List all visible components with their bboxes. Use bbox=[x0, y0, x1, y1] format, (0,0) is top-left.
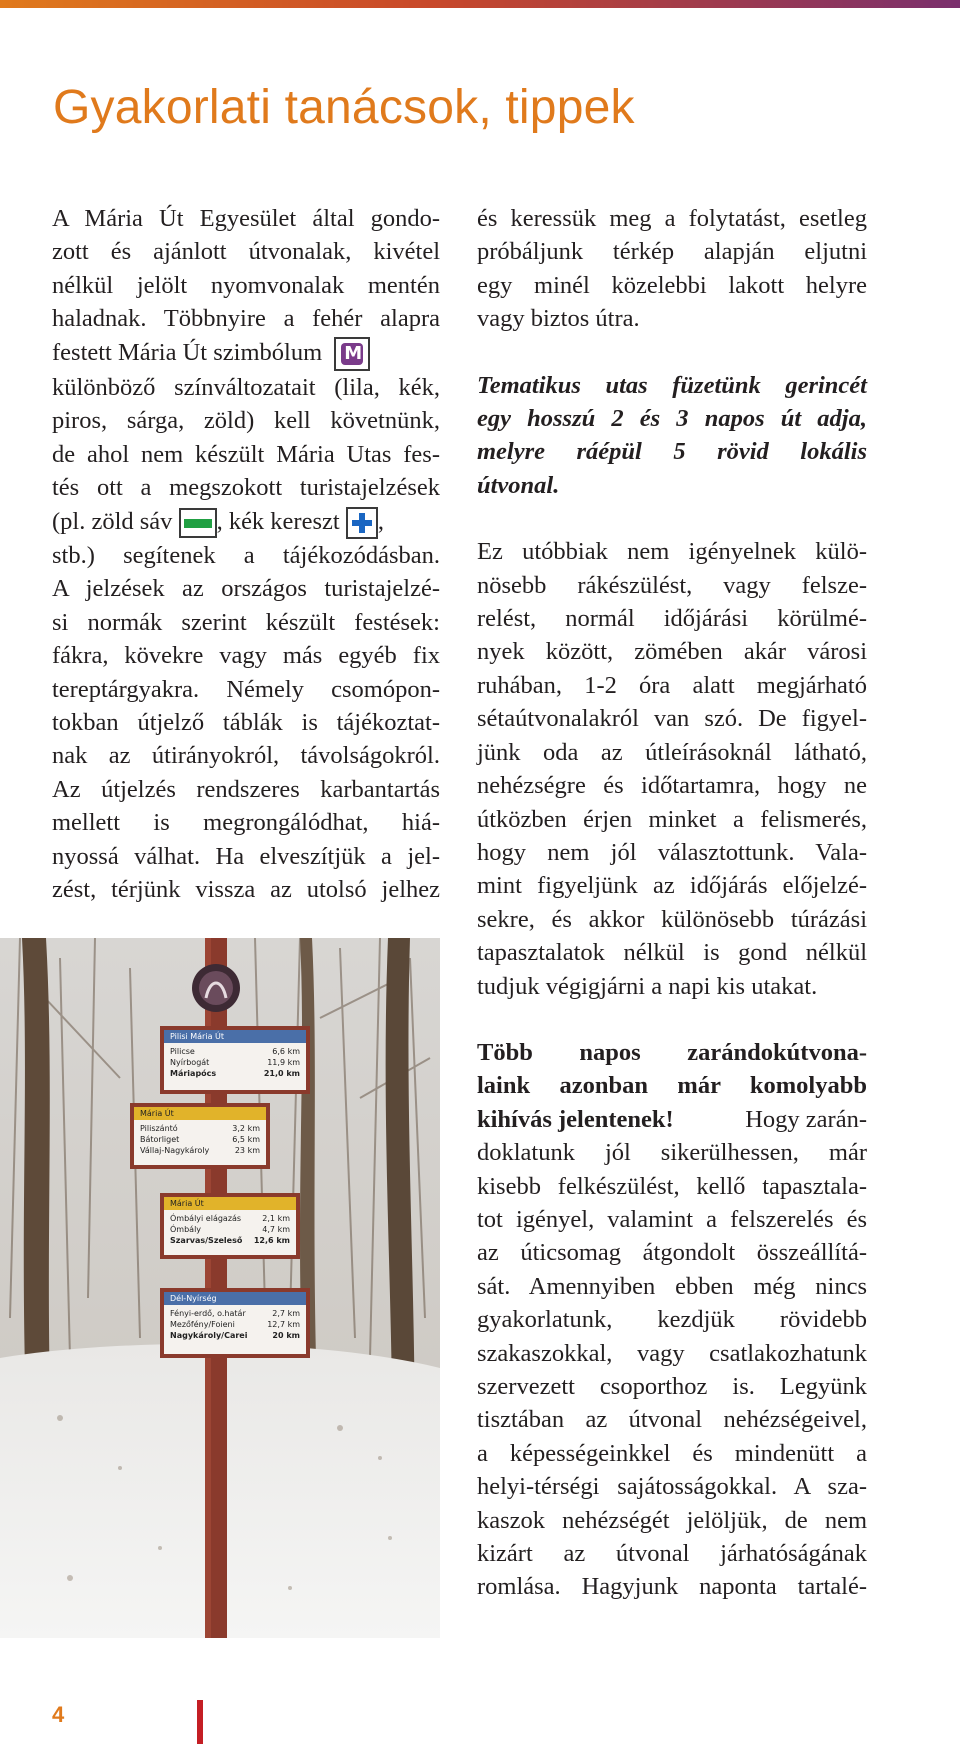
direction-sign bbox=[160, 1288, 310, 1358]
text-line-with-symbol bbox=[52, 336, 440, 371]
right-column bbox=[477, 202, 867, 1604]
page-number: 4 bbox=[52, 1702, 65, 1727]
direction-sign bbox=[160, 1026, 310, 1094]
bold-line: laink azonban már komolyabb bbox=[477, 1072, 867, 1100]
sign-place: Szarvas/Szeleső bbox=[170, 1236, 243, 1245]
text-line-with-symbols bbox=[52, 505, 440, 539]
highlight-line: Tematikus utas füzetünk gerincét bbox=[477, 371, 867, 399]
text-line: szakaszokkal, vagy csatlakozhatunk bbox=[477, 1339, 867, 1367]
sign-header: Mária Út bbox=[164, 1197, 296, 1210]
sign-place: Mezőfény/Foieni bbox=[170, 1320, 235, 1329]
text-line: Az útjelzés rendszeres karbantartás bbox=[52, 775, 440, 803]
maria-ut-symbol-icon bbox=[334, 337, 370, 371]
text-fragment: , kék kereszt bbox=[216, 507, 340, 535]
sign-distance: 11,9 km bbox=[267, 1058, 300, 1067]
text-line: Ez utóbbiak nem igényelnek külö- bbox=[477, 538, 867, 566]
sign-distance: 6,6 km bbox=[272, 1047, 300, 1056]
text-line: jünk oda az útleírásoknál látható, bbox=[477, 738, 867, 766]
bold-line: Több napos zarándokútvona- bbox=[477, 1038, 867, 1066]
bold-fragment: kihívás jelentenek! bbox=[477, 1105, 674, 1133]
top-color-bar bbox=[0, 0, 960, 8]
sign-place: Nyírbogát bbox=[170, 1058, 210, 1067]
sign-distance: 2,7 km bbox=[272, 1309, 300, 1318]
sign-distance: 2,1 km bbox=[262, 1214, 290, 1223]
text-line: kizárt az útvonal járhatóságának bbox=[477, 1540, 867, 1568]
sign-distance: 3,2 km bbox=[232, 1124, 260, 1133]
text-line: zést, térjünk vissza az utolsó jelhez bbox=[52, 876, 440, 904]
text-line: különböző színváltozatait (lila, kék, bbox=[52, 374, 440, 401]
text-line: szervezett csoporthoz is. Legyünk bbox=[477, 1373, 867, 1400]
left-column bbox=[52, 202, 440, 906]
text-line: sát. Amennyiben ebben még nincs bbox=[477, 1272, 867, 1300]
text-line: zott és ajánlott útvonalak, kivétel bbox=[52, 238, 440, 266]
mixed-line bbox=[477, 1103, 867, 1136]
text-line: tapasztalatok nélkül is gond nélkül bbox=[477, 939, 867, 967]
text-line: tot igényel, valamint a felszerelés és bbox=[477, 1205, 867, 1233]
text-line: nösebb rákészülést, vagy felsze- bbox=[477, 571, 867, 599]
text-line: a képességeinkkel és mindenütt a bbox=[477, 1439, 867, 1467]
text-line: festett Mária Út szimbólum bbox=[52, 338, 323, 366]
highlight-line: egy hosszú 2 és 3 napos út adja, bbox=[477, 405, 867, 433]
text-line: romlása. Hagyjunk naponta tartalé- bbox=[477, 1573, 867, 1601]
text-line: kaszok nehézségét jelöljük, de nem bbox=[477, 1506, 867, 1534]
paragraph-gap bbox=[477, 1003, 867, 1036]
sign-distance: 20 km bbox=[272, 1331, 300, 1340]
text-line: sekre, és akkor különösebb túrázási bbox=[477, 905, 867, 933]
text-fragment: (pl. zöld sáv bbox=[52, 507, 173, 535]
direction-sign bbox=[130, 1103, 270, 1169]
sign-header: Dél-Nyírség bbox=[164, 1292, 306, 1305]
blue-cross-trail-icon bbox=[346, 507, 378, 539]
text-line: nyossá válhat. Ha elveszítjük a jel- bbox=[52, 842, 440, 870]
text-line: ruhában, 1-2 óra alatt megjárható bbox=[477, 671, 867, 699]
highlight-line: útvonal. bbox=[477, 471, 560, 499]
sign-header: Pilisi Mária Út bbox=[164, 1030, 306, 1043]
text-line: és keressük meg a folytatást, esetleg bbox=[477, 205, 867, 232]
text-line: gyakorlatunk, kezdjük rövidebb bbox=[477, 1306, 867, 1334]
footer-accent-bar bbox=[197, 1700, 203, 1744]
sign-distance: 21,0 km bbox=[263, 1069, 300, 1078]
text-line: az úticsomag átgondolt összeállítá- bbox=[477, 1239, 867, 1267]
text-fragment: , bbox=[377, 507, 384, 535]
sign-place: Pilicse bbox=[170, 1047, 195, 1056]
text-line: nak az útirányokról, távolságokról. bbox=[52, 742, 440, 770]
sign-place: Piliszántó bbox=[140, 1124, 178, 1133]
text-line: tés ott a megszokott turistajelzések bbox=[52, 474, 440, 502]
page-title: Gyakorlati tanácsok, tippek bbox=[53, 81, 635, 134]
sign-place: Bátorliget bbox=[140, 1135, 180, 1144]
paragraph-gap bbox=[477, 336, 867, 369]
paragraph-gap bbox=[477, 502, 867, 535]
text-line: nélkül jelölt nyomvonalak mentén bbox=[52, 271, 440, 299]
text-line: si normák szerint készült festések: bbox=[52, 608, 440, 636]
sign-place: Nagykároly/Carei bbox=[170, 1331, 248, 1340]
text-fragment: Hogy zarán- bbox=[745, 1105, 867, 1133]
text-line: kisebb felkészülést, kellő tapasztala- bbox=[477, 1172, 867, 1200]
text-line: vagy biztos útra. bbox=[477, 305, 640, 333]
text-line: nehézségre és időtartamra, hogy ne bbox=[477, 772, 867, 800]
text-line: hogy nem jól választottunk. Vala- bbox=[477, 838, 867, 866]
sign-distance: 12,7 km bbox=[267, 1320, 300, 1329]
sign-place: Fényi-erdő, o.határ bbox=[170, 1309, 246, 1318]
text-line: doklatunk jól sikerülhessen, már bbox=[477, 1139, 867, 1167]
sign-distance: 12,6 km bbox=[253, 1236, 290, 1245]
text-line: egy minél közelebbi lakott helyre bbox=[477, 271, 867, 299]
text-line: mint figyeljünk az időjárás előjelzé- bbox=[477, 872, 867, 900]
sign-distance: 6,5 km bbox=[232, 1135, 260, 1144]
text-line: próbáljunk térkép alapján eljutni bbox=[477, 238, 867, 266]
text-line: stb.) segítenek a tájékozódásban. bbox=[52, 542, 440, 569]
text-line: nyek között, zömében akár városi bbox=[477, 638, 867, 666]
text-line: sétaútvonalakról van szó. De figyel- bbox=[477, 705, 867, 733]
text-line: tereptárgyakra. Némely csomópon- bbox=[52, 675, 440, 703]
sign-header: Mária Út bbox=[134, 1107, 266, 1120]
text-line: piros, sárga, zöld) kell követnünk, bbox=[52, 407, 440, 435]
text-line: A Mária Út Egyesület által gondo- bbox=[52, 205, 440, 232]
text-line: tokban útjelző táblák is tájékoztat- bbox=[52, 709, 440, 737]
text-line: útközben érjen minket a felismerés, bbox=[477, 805, 867, 833]
text-line: helyi-térségi sajátosságokkal. A sza- bbox=[477, 1473, 867, 1501]
signpost-photo bbox=[0, 938, 440, 1638]
direction-sign bbox=[160, 1193, 300, 1259]
sign-distance: 23 km bbox=[234, 1146, 260, 1155]
text-line: de ahol nem készült Mária Utas fes- bbox=[52, 440, 440, 468]
text-line: haladnak. Többnyire a fehér alapra bbox=[52, 305, 440, 333]
text-line: fákra, kövekre vagy más egyéb fix bbox=[52, 642, 440, 670]
sign-place: Máriapócs bbox=[170, 1069, 217, 1078]
text-line: relést, normál időjárási körülmé- bbox=[477, 605, 867, 633]
sign-distance: 4,7 km bbox=[262, 1225, 290, 1234]
text-line: A jelzések az országos turistajelzé- bbox=[52, 575, 440, 603]
sign-place: Ómbályi elágazás bbox=[170, 1214, 242, 1223]
green-stripe-trail-icon bbox=[179, 508, 217, 538]
text-line: mellett is megrongálódhat, hiá- bbox=[52, 809, 440, 837]
text-line: tudjuk végigjárni a napi kis utakat. bbox=[477, 972, 818, 1000]
sign-place: Ómbály bbox=[170, 1225, 202, 1234]
text-line: tisztában az útvonal nehézségeivel, bbox=[477, 1406, 867, 1434]
highlight-line: melyre ráépül 5 rövid lokális bbox=[477, 438, 867, 466]
sign-place: Vállaj-Nagykároly bbox=[140, 1146, 210, 1155]
